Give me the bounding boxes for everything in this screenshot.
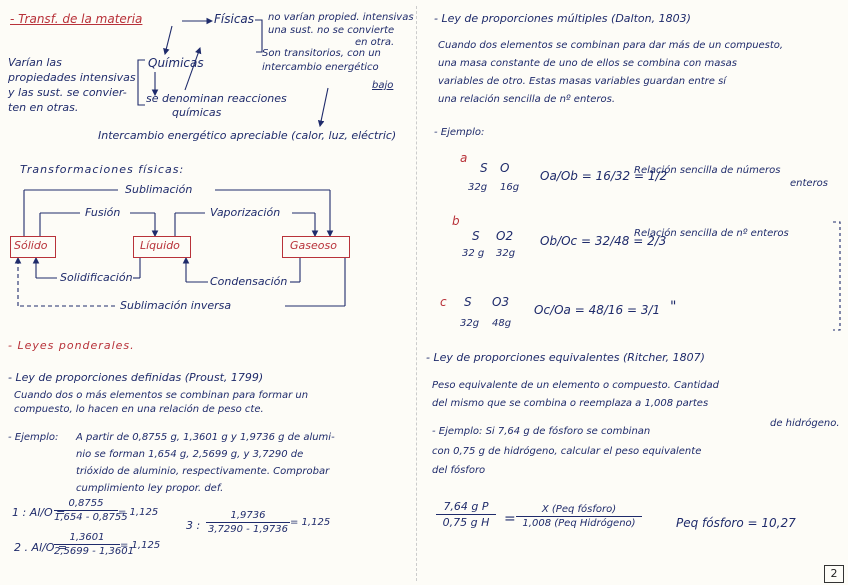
fisicas-note: una sust. no se convierte (268, 25, 395, 36)
fraction-3-result: = 1,125 (290, 517, 331, 528)
fisicas-note: intercambio energético (262, 62, 379, 73)
page-number: 2 (824, 565, 844, 583)
ejemplo2-text: con 0,75 g de hidrógeno, calcular el peso equivalente (432, 446, 702, 457)
example-a-note: Relación sencilla de números (634, 165, 781, 176)
equation-left-fraction (436, 500, 496, 529)
example-a-element: S (480, 161, 488, 175)
varian-line: Varían las (8, 56, 62, 69)
equivalentes-text: del mismo que se combina o reemplaza a 1,008 partes (432, 398, 709, 409)
fisicas-note: bajo (372, 80, 394, 91)
example-c-element: S (464, 295, 472, 309)
fisicas-note: no varían propied. intensivas (268, 12, 414, 23)
example-c-mass: 32g (460, 318, 480, 329)
equation-right-fraction (516, 504, 642, 529)
example-b-note: Relación sencilla de nº enteros (634, 228, 789, 239)
example-a-mass: 32g (468, 182, 488, 193)
ejemplo-text: cumplimiento ley propor. def. (76, 483, 224, 494)
section-title: - Transf. de la materia (10, 12, 143, 26)
ley-definidas-text: compuesto, lo hacen en una relación de peso cte. (14, 404, 264, 415)
ley-multiples-title: - Ley de proporciones múltiples (Dalton, 1803) (434, 12, 691, 25)
example-b-mass: 32 g (462, 248, 485, 259)
example-a-mass: 16g (500, 182, 520, 193)
multiples-text: una masa constante de uno de ellos se combina con masas (438, 58, 737, 69)
varian-line: y las sust. se convier- (8, 86, 127, 99)
fraction-2-result: = 1,125 (120, 540, 161, 551)
fisicas-label: Físicas (214, 12, 255, 26)
multiples-text: Cuando dos elementos se combinan para dar más de un compuesto, (438, 40, 784, 51)
varian-line: ten en otras. (8, 101, 79, 114)
example-a-note: enteros (790, 178, 829, 189)
multiples-text: variables de otro. Estas masas variables guardan entre sí (438, 76, 727, 87)
fraction-2-denominator: 2,5699 - 1,3601 (54, 546, 134, 557)
ejemplo2-text: - Ejemplo: Si 7,64 g de fósforo se combinan (432, 426, 651, 437)
example-b-element: O2 (496, 229, 514, 243)
example-b-mass: 32g (496, 248, 516, 259)
fusion-label: Fusión (85, 206, 121, 219)
example-c-ratio: Oc/Oa = 48/16 = 3/1 (534, 303, 661, 317)
example-a-element: O (500, 161, 510, 175)
example-c-mass: 48g (492, 318, 512, 329)
sublimacion-inversa-label: Sublimación inversa (120, 299, 232, 312)
vaporizacion-label: Vaporización (210, 206, 281, 219)
intercambio-note: Intercambio energético apreciable (calor, luz, eléctric) (98, 129, 397, 142)
ley-definidas-text: Cuando dos o más elementos se combinan para formar un (14, 390, 309, 401)
ejemplo-text: nio se forman 1,654 g, 2,5699 g, y 3,7290 de (76, 449, 304, 460)
condensacion-label: Condensación (210, 275, 288, 288)
reacciones-line: químicas (172, 106, 222, 119)
fraction-3-prefix: 3 : (186, 519, 201, 532)
example-b-label: b (452, 214, 460, 228)
transformaciones-title: Transformaciones físicas: (20, 163, 185, 176)
ejemplo2-text: del fósforo (432, 465, 486, 476)
liquido-label: Líquido (140, 239, 180, 252)
equation-left-denominator: 0,75 g H (442, 516, 490, 529)
fraction-1-prefix: 1 : Al/O = (12, 506, 66, 519)
fraction-1 (54, 498, 128, 523)
reacciones-line: se denominan reacciones (146, 92, 287, 105)
ejemplo-text: A partir de 0,8755 g, 1,3601 g y 1,9736 g de alumi- (76, 432, 335, 443)
ley-definidas-title: - Ley de proporciones definidas (Proust, 1799) (8, 371, 264, 384)
equivalentes-text: Peso equivalente de un elemento o compuesto. Cantidad (432, 380, 720, 391)
fraction-2 (54, 532, 134, 557)
fraction-2-numerator: 1,3601 (69, 532, 105, 543)
equation-result: Peq fósforo = 10,27 (676, 516, 796, 530)
sublimacion-label: Sublimación (125, 183, 193, 196)
example-b-ratio: Ob/Oc = 32/48 = 2/3 (540, 234, 667, 248)
fisicas-note: Son transitorios, con un (262, 48, 381, 59)
example-c-label: c (440, 295, 447, 309)
ejemplo-text: trióxido de aluminio, respectivamente. Comprobar (76, 466, 330, 477)
equivalentes-text: de hidrógeno. (770, 418, 840, 429)
fraction-1-denominator: 1,654 - 0,8755 (54, 512, 128, 523)
equation-right-numerator: X (Peq fósforo) (541, 504, 617, 515)
ejemplo-label-right: - Ejemplo: (434, 127, 485, 138)
fraction-3-denominator: 3,7290 - 1,9736 (208, 524, 288, 535)
fisicas-note: en otra. (355, 37, 395, 48)
example-a-ratio: Oa/Ob = 16/32 = 1/2 (540, 169, 668, 183)
quimicas-label: Químicas (148, 56, 204, 70)
varian-line: propiedades intensivas (8, 71, 136, 84)
gaseoso-label: Gaseoso (290, 239, 337, 252)
example-a-label: a (460, 151, 468, 165)
ejemplo-label: - Ejemplo: (8, 432, 59, 443)
example-c-element: O3 (492, 295, 510, 309)
equals-sign: = (504, 511, 516, 527)
fraction-3-numerator: 1,9736 (230, 510, 266, 521)
example-b-element: S (472, 229, 480, 243)
fraction-1-numerator: 0,8755 (68, 498, 104, 509)
leyes-title: - Leyes ponderales. (8, 339, 135, 352)
equation-left-numerator: 7,64 g P (443, 500, 489, 513)
equation-right-denominator: 1,008 (Peq Hidrógeno) (522, 518, 636, 529)
fraction-1-result: = 1,125 (118, 507, 159, 518)
ley-equivalentes-title: - Ley de proporciones equivalentes (Ritcher, 1807) (426, 351, 705, 364)
example-c-note: " (670, 299, 677, 315)
solido-label: Sólido (14, 239, 48, 252)
fraction-2-prefix: 2 . Al/O = (14, 541, 68, 554)
solidificacion-label: Solidificación (60, 271, 133, 284)
multiples-text: una relación sencilla de nº enteros. (438, 94, 615, 105)
fraction-3 (206, 510, 290, 535)
